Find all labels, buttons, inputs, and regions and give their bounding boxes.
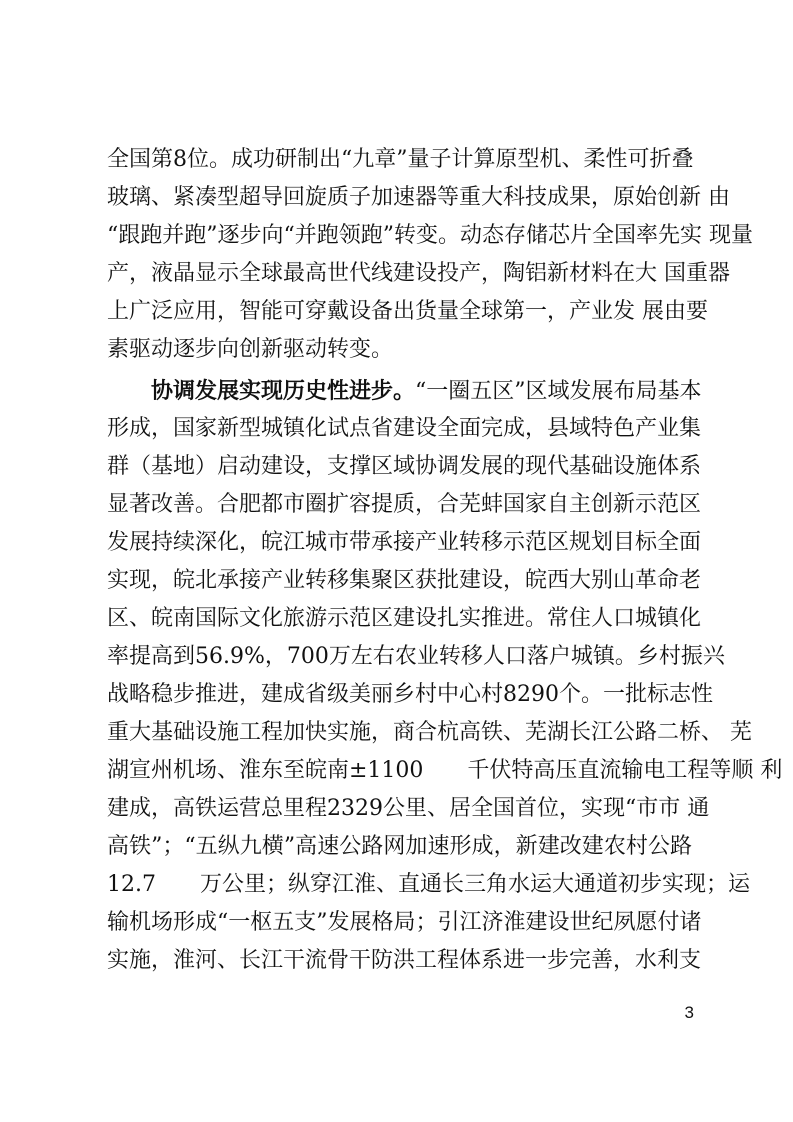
paragraph-2-line-10: 重大基础设施工程加快实施，商合杭高铁、芜湖长江公路二桥、 芜 — [107, 720, 752, 745]
paragraph-2-line-5: 发展持续深化，皖江城市带承接产业转移示范区规划目标全面 — [107, 530, 702, 555]
paragraph-2-line-16: 实施，淮河、长江干流骨干防洪工程体系进一步完善，水利支 — [107, 948, 702, 973]
paragraph-1-line-3: “跟跑并跑”逐步向“并跑领跑”转变。动态存储芯片全国率先实 现量 — [107, 223, 753, 248]
paragraph-2-line-11: 湖宣州机场、淮东至皖南±1100 千伏特高压直流输电工程等顺 利 — [107, 758, 783, 783]
paragraph-2-line-3: 群（基地）启动建设，支撑区域协调发展的现代基础设施体系 — [107, 454, 702, 479]
paragraph-1-line-1: 全国第8位。成功研制出“九章”量子计算原型机、柔性可折叠 — [107, 147, 694, 172]
paragraph-2-line-13: 高铁”；“五纵九横”高速公路网加速形成，新建改建农村公路 — [107, 834, 692, 859]
paragraph-2-line-9: 战略稳步推进，建成省级美丽乡村中心村8290个。一批标志性 — [107, 682, 713, 707]
paragraph-2-line-6: 实现，皖北承接产业转移集聚区获批建设，皖西大别山革命老 — [107, 568, 702, 593]
paragraph-2-line-8: 率提高到56.9%，700万左右农业转移人口落户城镇。乡村振兴 — [107, 644, 725, 669]
paragraph-2-first-line — [151, 372, 702, 410]
paragraph-2-line-15: 输机场形成“一枢五支”发展格局；引江济淮建设世纪夙愿付诸 — [107, 910, 702, 935]
paragraph-2-line-14: 12.7 万公里；纵穿江淮、直通长三角水运大通道初步实现；运 — [107, 872, 750, 897]
page-number: 3 — [684, 1003, 694, 1022]
paragraph-2-heading: 协调发展实现历史性进步。 — [151, 378, 416, 404]
paragraph-2-line-2: 形成，国家新型城镇化试点省建设全面完成，县域特色产业集 — [107, 416, 702, 441]
paragraph-1-line-6: 素驱动逐步向创新驱动转变。 — [107, 337, 394, 362]
paragraph-1-line-2: 玻璃、紧凑型超导回旋质子加速器等重大科技成果，原始创新 由 — [107, 185, 730, 210]
paragraph-1-line-4: 产，液晶显示全球最高世代线建设投产，陶铝新材料在大 国重器 — [107, 261, 730, 286]
paragraph-1-line-5: 上广泛应用，智能可穿戴设备出货量全球第一，产业发 展由要 — [107, 299, 708, 324]
paragraph-2-line-7: 区、皖南国际文化旅游示范区建设扎实推进。常住人口城镇化 — [107, 606, 702, 631]
paragraph-2-first-line-text: “一圈五区”区域发展布局基本 — [415, 379, 702, 404]
paragraph-2-line-4: 显著改善。合肥都市圈扩容提质，合芜蚌国家自主创新示范区 — [107, 492, 702, 517]
paragraph-2-line-12: 建成，高铁运营总里程2329公里、居全国首位，实现“市市 通 — [107, 796, 710, 821]
